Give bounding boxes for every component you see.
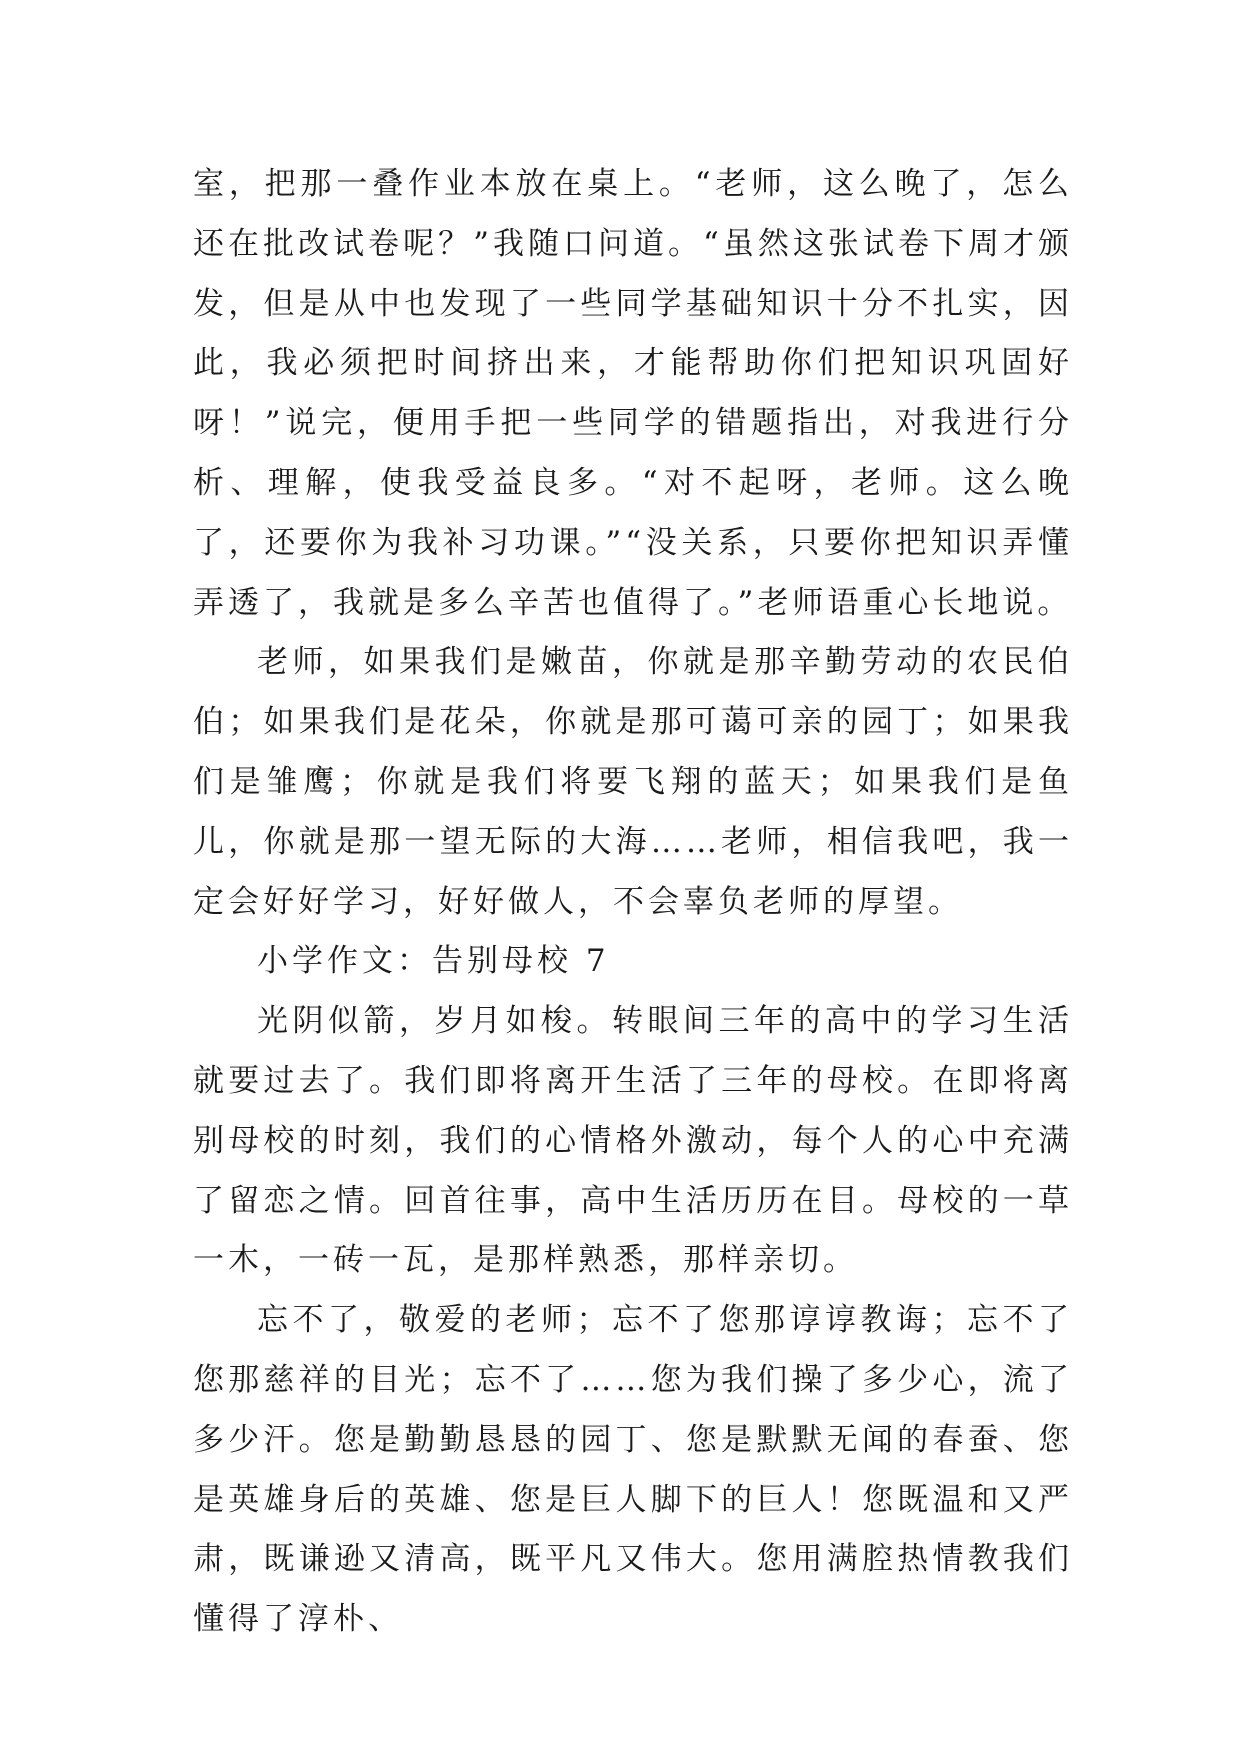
paragraph-metaphor: 老师，如果我们是嫩苗，你就是那辛勤劳动的农民伯伯；如果我们是花朵，你就是那可蔼可亲的园丁；如果我们是雏鹰；你就是我们将要飞翔的蓝天；如果我们是鱼儿，你就是那一望无际的大海……老师，相信我吧，我一定会好好学习，好好做人，不会辜负老师的厚望。	[193, 644, 1073, 920]
essay-heading: 小学作文：告别母校 7	[257, 943, 610, 980]
paragraph-continuation: 室，把那一叠作业本放在桌上。“老师，这么晚了，怎么还在批改试卷呢？”我随口问道。“虽然这张试卷下周才颁发，但是从中也发现了一些同学基础知识十分不扎实，因此，我必须把时间挤出来，才能帮助你们把知识巩固好呀！”说完，便用手把一些同学的错题指出，对我进行分析、理解，使我受益良多。“对不起呀，老师。这么晚了，还要你为我补习功课。”“没关系，只要你把知识弄懂弄透了，我就是多么辛苦也值得了。”老师语重心长地说。	[193, 166, 1073, 621]
paragraph-teacher-memory: 忘不了，敬爱的老师；忘不了您那谆谆教诲；忘不了您那慈祥的目光；忘不了……您为我们操了多少心，流了多少汗。您是勤勤恳恳的园丁、您是默默无闻的春蚕、您是英雄身后的英雄、您是巨人脚下的巨人！您既温和又严肃，既谦逊又清高，既平凡又伟大。您用满腔热情教我们懂得了淳朴、	[193, 1302, 1073, 1638]
document-body	[193, 155, 1073, 1650]
paragraph-farewell-intro: 光阴似箭，岁月如梭。转眼间三年的高中的学习生活就要过去了。我们即将离开生活了三年的母校。在即将离别母校的时刻，我们的心情格外激动，每个人的心中充满了留恋之情。回首往事，高中生活历历在目。母校的一草一木，一砖一瓦，是那样熟悉，那样亲切。	[193, 1003, 1073, 1279]
